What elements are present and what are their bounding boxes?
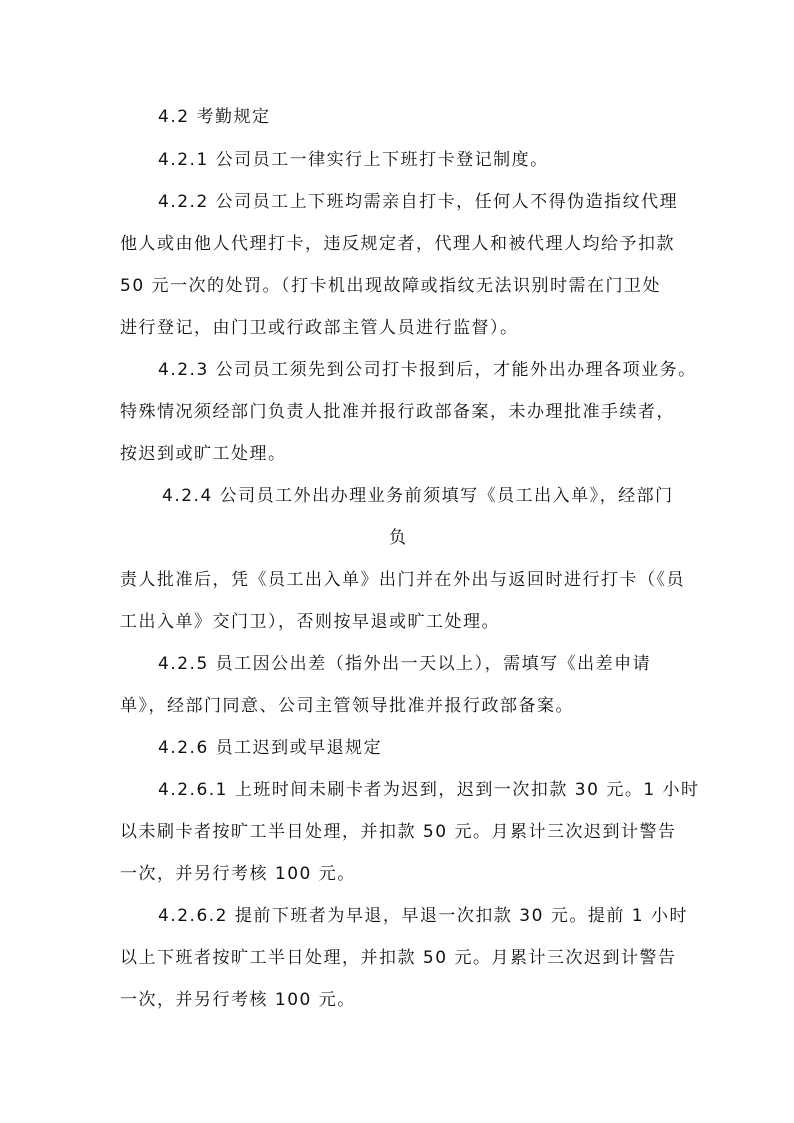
paragraph-line: 4.2.5 员工因公出差（指外出一天以上），需填写《出差申请	[158, 654, 652, 674]
section-heading: 4.2 考勤规定	[158, 107, 271, 127]
paragraph-line: 按迟到或旷工处理。	[120, 444, 287, 464]
paragraph-line: 以上下班者按旷工半日处理，并扣款 50 元。月累计三次迟到计警告	[120, 948, 677, 968]
paragraph-line: 4.2.2 公司员工上下班均需亲自打卡，任何人不得伪造指纹代理	[158, 192, 679, 212]
paragraph-line: 工出入单》交门卫），否则按早退或旷工处理。	[120, 612, 500, 632]
paragraph-line: 4.2.4 公司员工外出办理业务前须填写《员工出入单》，经部门	[162, 486, 674, 506]
paragraph-line: 以未刷卡者按旷工半日处理，并扣款 50 元。月累计三次迟到计警告	[120, 822, 677, 842]
paragraph-line: 负	[389, 528, 408, 548]
paragraph-line: 4.2.1 公司员工一律实行上下班打卡登记制度。	[158, 150, 549, 170]
paragraph-line: 50 元一次的处罚。（打卡机出现故障或指纹无法识别时需在门卫处	[120, 276, 662, 296]
paragraph-line: 一次，并另行考核 100 元。	[120, 864, 356, 884]
paragraph-line: 4.2.6.2 提前下班者为早退，早退一次扣款 30 元。提前 1 小时	[158, 906, 688, 926]
paragraph-line: 单》，经部门同意、公司主管领导批准并报行政部备案。	[120, 696, 574, 716]
paragraph-line: 4.2.6.1 上班时间未刷卡者为迟到，迟到一次扣款 30 元。1 小时	[158, 780, 700, 800]
paragraph-line: 进行登记，由门卫或行政部主管人员进行监督）。	[120, 318, 519, 338]
paragraph-line: 4.2.6 员工迟到或早退规定	[158, 738, 383, 758]
paragraph-line: 特殊情况须经部门负责人批准并报行政部备案，未办理批准手续者，	[120, 402, 675, 422]
paragraph-line: 一次，并另行考核 100 元。	[120, 990, 356, 1010]
paragraph-line: 4.2.3 公司员工须先到公司打卡报到后，才能外出办理各项业务。	[158, 360, 697, 380]
paragraph-line: 责人批准后，凭《员工出入单》出门并在外出与返回时进行打卡（《员	[120, 570, 685, 590]
paragraph-line: 他人或由他人代理打卡，违反规定者，代理人和被代理人均给予扣款	[120, 234, 675, 254]
